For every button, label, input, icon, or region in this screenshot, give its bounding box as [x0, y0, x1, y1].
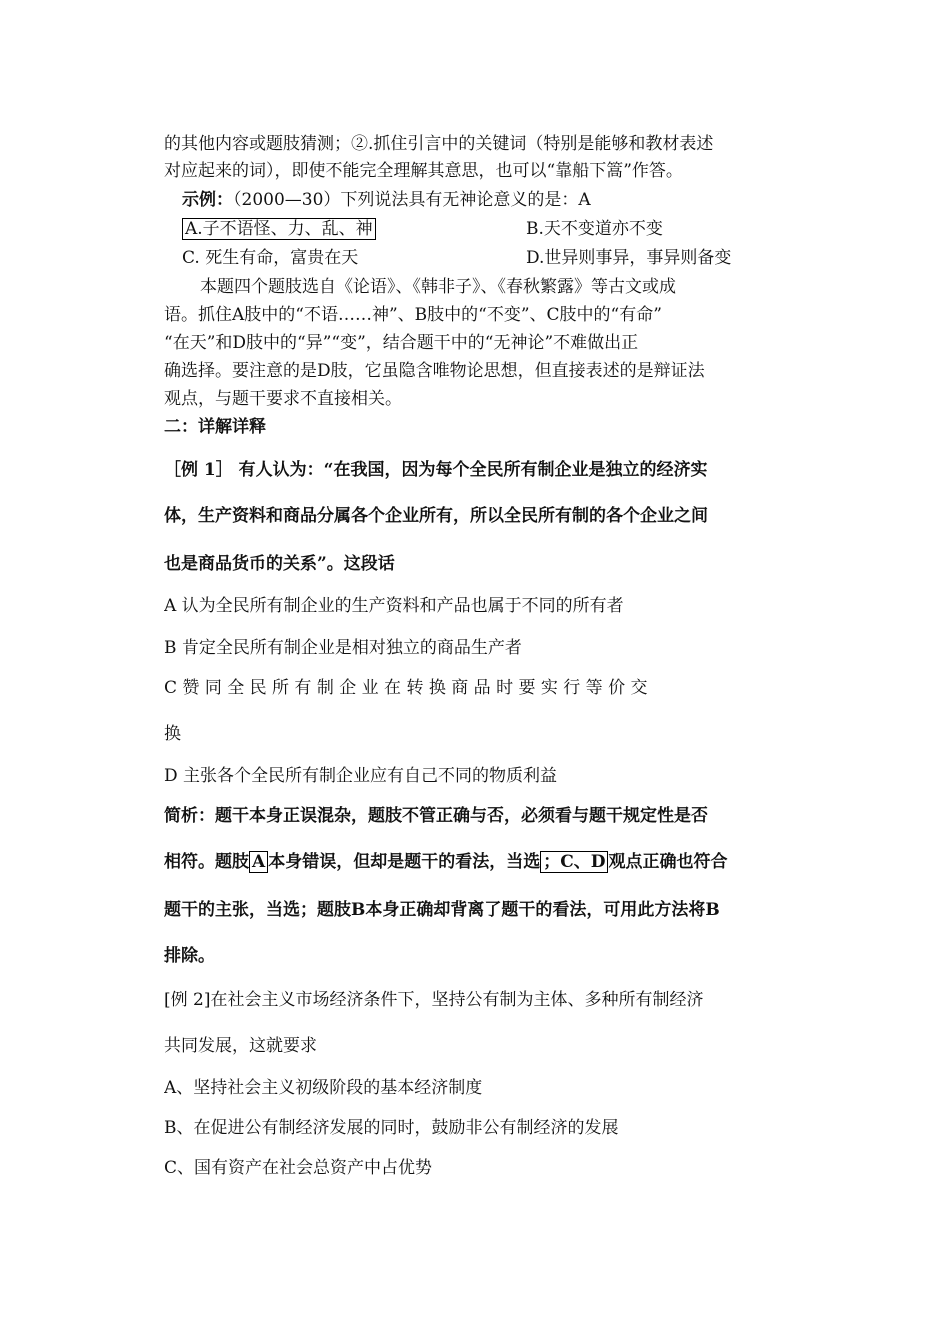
ex1-stem-line-3: 也是商品货币的关系”。这段话 — [164, 554, 395, 574]
example-question — [182, 188, 807, 212]
ex1-analysis-boxed-cd: ；C、D — [540, 851, 608, 873]
ex2-stem-line-1: [例 2]在社会主义市场经济条件下，坚持公有制为主体、多种所有制经济 — [164, 990, 704, 1010]
ex1-analysis-line-3: 题干的主张，当选；题肢B本身正确却背离了题干的看法，可用此方法将B — [164, 900, 720, 920]
example-option-d: D.世异则事异，事异则备变 — [526, 248, 732, 268]
example-option-a: A.子不语怪、力、乱、神 — [182, 218, 376, 240]
intro-line-1: 的其他内容或题肢猜测；②.抓住引言中的关键词（特别是能够和教材表述 — [164, 134, 714, 154]
example-label: 示例： — [182, 190, 233, 210]
ex1-analysis-line-2 — [164, 850, 789, 874]
example-option-b: B.天不变道亦不变 — [526, 219, 663, 239]
example-question-text: （2000—30）下列说法具有无神论意义的是：A — [233, 190, 591, 210]
ex1-stem-line-2: 体，生产资料和商品分属各个企业所有，所以全民所有制的各个企业之间 — [164, 506, 708, 526]
example-option-c: C. 死生有命，富贵在天 — [182, 248, 359, 268]
example-analysis-line-4: 确选择。要注意的是D肢，它虽隐含唯物论思想，但直接表述的是辩证法 — [164, 361, 705, 381]
section-title: 二：详解详释 — [164, 417, 266, 437]
example-analysis-line-5: 观点，与题干要求不直接相关。 — [164, 389, 402, 409]
ex1-analysis-post: 观点正确也符合 — [608, 852, 728, 872]
ex1-option-c-line-1: C 赞 同 全 民 所 有 制 企 业 在 转 换 商 品 时 要 实 行 等 价 交 — [164, 678, 648, 698]
example-options-cd — [182, 246, 782, 270]
ex1-option-c-line-2: 换 — [164, 724, 181, 744]
ex1-analysis-line-1: 简析：题干本身正误混杂，题肢不管正确与否，必须看与题干规定性是否 — [164, 806, 708, 826]
ex1-analysis-mid: 本身错误，但却是题干的看法，当选 — [268, 852, 541, 872]
ex1-stem-line-1: ［例 1］ 有人认为：“在我国，因为每个全民所有制企业是独立的经济实 — [164, 460, 708, 480]
ex1-analysis-line-4: 排除。 — [164, 946, 215, 966]
ex2-option-a: A、坚持社会主义初级阶段的基本经济制度 — [164, 1078, 483, 1098]
ex1-option-b: B 肯定全民所有制企业是相对独立的商品生产者 — [164, 638, 522, 658]
example-analysis-line-3: “在天”和D肢中的“异”“变”，结合题干中的“无神论”不难做出正 — [164, 333, 639, 353]
ex1-option-a: A 认为全民所有制企业的生产资料和产品也属于不同的所有者 — [164, 596, 624, 616]
ex1-analysis-boxed-a: A — [249, 851, 268, 873]
example-analysis-line-1: 本题四个题肢选自《论语》、《韩非子》、《春秋繁露》等古文或成 — [200, 277, 676, 297]
ex1-analysis-pre: 相符。题肢 — [164, 852, 249, 872]
example-analysis-line-2: 语。抓住A肢中的“不语……神”、B肢中的“不变”、C肢中的“有命” — [164, 305, 662, 325]
intro-line-2: 对应起来的词），即使不能完全理解其意思，也可以“靠船下篙”作答。 — [164, 161, 683, 181]
ex2-option-c: C、国有资产在社会总资产中占优势 — [164, 1158, 433, 1178]
ex1-option-d: D 主张各个全民所有制企业应有自己不同的物质利益 — [164, 766, 558, 786]
ex2-stem-line-2: 共同发展，这就要求 — [164, 1036, 317, 1056]
ex2-option-b: B、在促进公有制经济发展的同时，鼓励非公有制经济的发展 — [164, 1118, 619, 1138]
example-options-ab — [182, 217, 782, 241]
